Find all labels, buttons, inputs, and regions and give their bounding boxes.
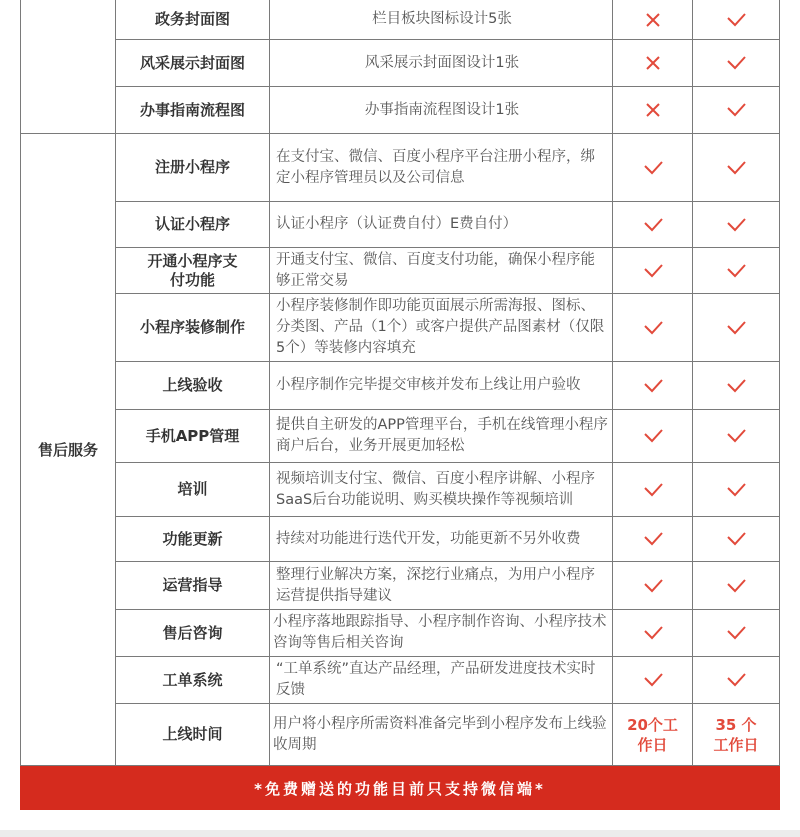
feature-cell — [116, 87, 270, 134]
basic-cell — [613, 657, 693, 704]
category-label: 售后服务 — [37, 441, 98, 459]
feature-label: 政务封面图 — [154, 10, 230, 28]
desc-text: 提供自主研发的APP管理平台，手机在线管理小程序商户后台，业务开展更加轻松 — [276, 417, 608, 454]
basic-cell — [613, 294, 693, 362]
basic-cell — [613, 0, 693, 40]
desc-cell — [270, 657, 613, 704]
desc-text: 小程序落地跟踪指导、小程序制作咨询、小程序技术咨询等售后相关咨询 — [273, 614, 607, 651]
footer-banner — [20, 766, 780, 810]
check-icon — [725, 425, 747, 447]
feature-cell — [116, 517, 270, 562]
check-icon — [725, 528, 747, 550]
pro-cell — [693, 410, 780, 463]
desc-cell — [270, 87, 613, 134]
check-icon — [642, 317, 664, 339]
pro-cell — [693, 657, 780, 704]
basic-cell — [613, 362, 693, 410]
check-icon — [642, 425, 664, 447]
basic-time-text: 20个工作日 — [627, 715, 678, 754]
desc-cell — [270, 562, 613, 610]
basic-cell — [613, 134, 693, 202]
pro-cell — [693, 87, 780, 134]
cross-icon — [642, 99, 664, 121]
category-cell-top — [20, 0, 116, 134]
check-icon — [725, 479, 747, 501]
check-icon — [725, 214, 747, 236]
feature-cell — [116, 248, 270, 294]
check-icon — [642, 669, 664, 691]
feature-label: 运营指导 — [162, 576, 223, 594]
pro-cell — [693, 562, 780, 610]
pro-cell — [693, 40, 780, 87]
feature-cell — [116, 463, 270, 517]
basic-cell — [613, 40, 693, 87]
desc-cell — [270, 610, 613, 657]
feature-label: 上线时间 — [162, 725, 223, 743]
bottom-strip — [0, 830, 800, 837]
feature-cell — [116, 294, 270, 362]
basic-cell — [613, 463, 693, 517]
desc-text: 办事指南流程图设计1张 — [364, 101, 520, 118]
desc-text: 持续对功能进行迭代开发，功能更新不另外收费 — [276, 530, 581, 547]
check-icon — [725, 99, 747, 121]
desc-text: 栏目板块图标设计5张 — [372, 11, 512, 27]
check-icon — [642, 622, 664, 644]
check-icon — [725, 622, 747, 644]
pro-time-text: 35 个工作日 — [713, 715, 759, 754]
desc-cell — [270, 362, 613, 410]
cross-icon — [642, 9, 664, 31]
pro-cell — [693, 704, 780, 766]
feature-cell — [116, 410, 270, 463]
check-icon — [725, 317, 747, 339]
check-icon — [725, 157, 747, 179]
desc-cell — [270, 463, 613, 517]
desc-cell — [270, 202, 613, 248]
desc-text: 小程序装修制作即功能页面展示所需海报、图标、分类图、产品（1个）或客户提供产品图素材（仅限5个）等装修内容填充 — [276, 298, 605, 356]
feature-label: 培训 — [177, 480, 208, 498]
pro-cell — [693, 248, 780, 294]
feature-label: 办事指南流程图 — [139, 100, 245, 119]
basic-cell — [613, 704, 693, 766]
feature-label: 工单系统 — [162, 670, 223, 689]
desc-cell — [270, 134, 613, 202]
pro-cell — [693, 463, 780, 517]
feature-label: 功能更新 — [162, 529, 223, 548]
pro-cell — [693, 0, 780, 40]
desc-text: 用户将小程序所需资料准备完毕到小程序发布上线验收周期 — [273, 715, 607, 753]
desc-text: 认证小程序（认证费自付）E费自付） — [276, 216, 518, 232]
feature-cell — [116, 562, 270, 610]
basic-cell — [613, 410, 693, 463]
desc-text: 风采展示封面图设计1张 — [364, 54, 520, 71]
desc-cell — [270, 294, 613, 362]
desc-text: 视频培训支付宝、微信、百度小程序讲解、小程序SaaS后台功能说明、购买模块操作等视频培训 — [276, 470, 595, 508]
check-icon — [725, 52, 747, 74]
feature-label: 注册小程序 — [154, 158, 230, 176]
check-icon — [725, 375, 747, 397]
check-icon — [725, 9, 747, 31]
desc-cell — [270, 40, 613, 87]
feature-cell — [116, 40, 270, 87]
pro-cell — [693, 202, 780, 248]
pro-cell — [693, 517, 780, 562]
feature-label: 开通小程序支付功能 — [147, 251, 238, 289]
desc-cell — [270, 517, 613, 562]
check-icon — [642, 575, 664, 597]
basic-cell — [613, 202, 693, 248]
check-icon — [642, 528, 664, 550]
feature-label: 小程序装修制作 — [139, 318, 245, 336]
desc-cell — [270, 704, 613, 766]
footer-text: *免费赠送的功能目前只支持微信端* — [254, 779, 546, 798]
feature-label: 风采展示封面图 — [139, 53, 245, 72]
feature-cell — [116, 0, 270, 40]
desc-text: “工单系统”直达产品经理，产品研发进度技术实时反馈 — [276, 661, 596, 698]
desc-text: 在支付宝、微信、百度小程序平台注册小程序，绑定小程序管理员以及公司信息 — [276, 148, 595, 186]
basic-cell — [613, 610, 693, 657]
pro-cell — [693, 134, 780, 202]
pro-cell — [693, 362, 780, 410]
feature-cell — [116, 362, 270, 410]
feature-cell — [116, 202, 270, 248]
category-after-sales — [20, 134, 116, 766]
check-icon — [642, 375, 664, 397]
feature-label: 认证小程序 — [154, 215, 230, 233]
feature-comparison-table — [20, 0, 780, 810]
check-icon — [642, 157, 664, 179]
check-icon — [642, 214, 664, 236]
pro-cell — [693, 610, 780, 657]
feature-label: 手机APP管理 — [145, 426, 240, 445]
basic-cell — [613, 517, 693, 562]
basic-cell — [613, 248, 693, 294]
check-icon — [725, 669, 747, 691]
basic-cell — [613, 87, 693, 134]
feature-cell — [116, 134, 270, 202]
check-icon — [642, 479, 664, 501]
desc-text: 小程序制作完毕提交审核并发布上线让用户验收 — [276, 377, 581, 393]
feature-label: 上线验收 — [162, 376, 223, 394]
desc-text: 整理行业解决方案，深挖行业痛点，为用户小程序运营提供指导建议 — [276, 566, 595, 604]
check-icon — [725, 575, 747, 597]
feature-cell — [116, 610, 270, 657]
feature-cell — [116, 704, 270, 766]
feature-cell — [116, 657, 270, 704]
pro-cell — [693, 294, 780, 362]
desc-text: 开通支付宝、微信、百度支付功能，确保小程序能够正常交易 — [276, 251, 595, 289]
basic-cell — [613, 562, 693, 610]
check-icon — [642, 260, 664, 282]
check-icon — [725, 260, 747, 282]
desc-cell — [270, 248, 613, 294]
cross-icon — [642, 52, 664, 74]
desc-cell — [270, 410, 613, 463]
desc-cell — [270, 0, 613, 40]
feature-label: 售后咨询 — [162, 623, 223, 642]
